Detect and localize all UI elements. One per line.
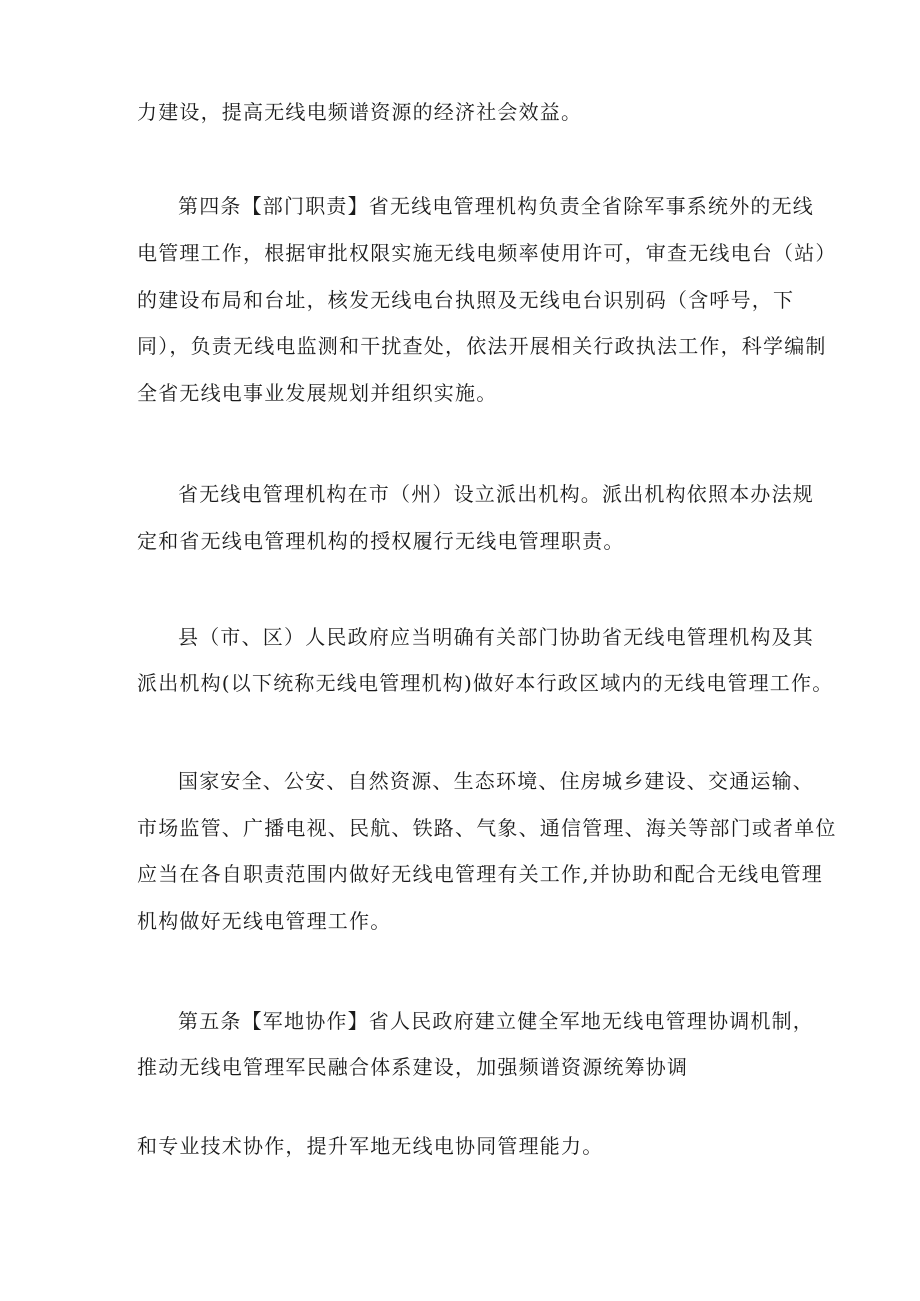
- paragraph-line: 省无线电管理机构在市（州）设立派出机构。派出机构依照本办法规: [178, 482, 814, 506]
- article-4-line: 全省无线电事业发展规划并组织实施。: [137, 381, 498, 405]
- article-4-line: 第四条【部门职责】省无线电管理机构负责全省除军事系统外的无线: [178, 194, 814, 218]
- paragraph-line: 应当在各自职责范围内做好无线电管理有关工作,并协助和配合无线电管理: [137, 862, 823, 886]
- paragraph-line: 市场监管、广播电视、民航、铁路、气象、通信管理、海关等部门或者单位: [137, 816, 837, 840]
- article-4-line: 的建设布局和台址，核发无线电台执照及无线电台识别码（含呼号，下: [137, 288, 795, 312]
- article-4-line: 电管理工作，根据审批权限实施无线电频率使用许可，审查无线电台（站）: [137, 241, 837, 265]
- article-5-line: 和专业技术协作，提升军地无线电协同管理能力。: [137, 1134, 604, 1158]
- paragraph-line: 机构做好无线电管理工作。: [137, 909, 392, 933]
- paragraph-line: 国家安全、公安、自然资源、生态环境、住房城乡建设、交通运输、: [178, 769, 814, 793]
- article-5-line: 第五条【军地协作】省人民政府建立健全军地无线电管理协调机制，: [178, 1009, 814, 1033]
- paragraph-line: 县（市、区）人民政府应当明确有关部门协助省无线电管理机构及其: [178, 625, 814, 649]
- article-4-line: 同），负责无线电监测和干扰查处，依法开展相关行政执法工作，科学编制: [137, 334, 827, 358]
- article-5-line: 推动无线电管理军民融合体系建设，加强频谱资源统筹协调: [137, 1055, 689, 1079]
- paragraph-line: 定和省无线电管理机构的授权履行无线电管理职责。: [137, 529, 625, 553]
- paragraph-line: 力建设，提高无线电频谱资源的经济社会效益。: [137, 100, 583, 124]
- paragraph-line: 派出机构(以下统称无线电管理机构)做好本行政区域内的无线电管理工作。: [137, 671, 834, 695]
